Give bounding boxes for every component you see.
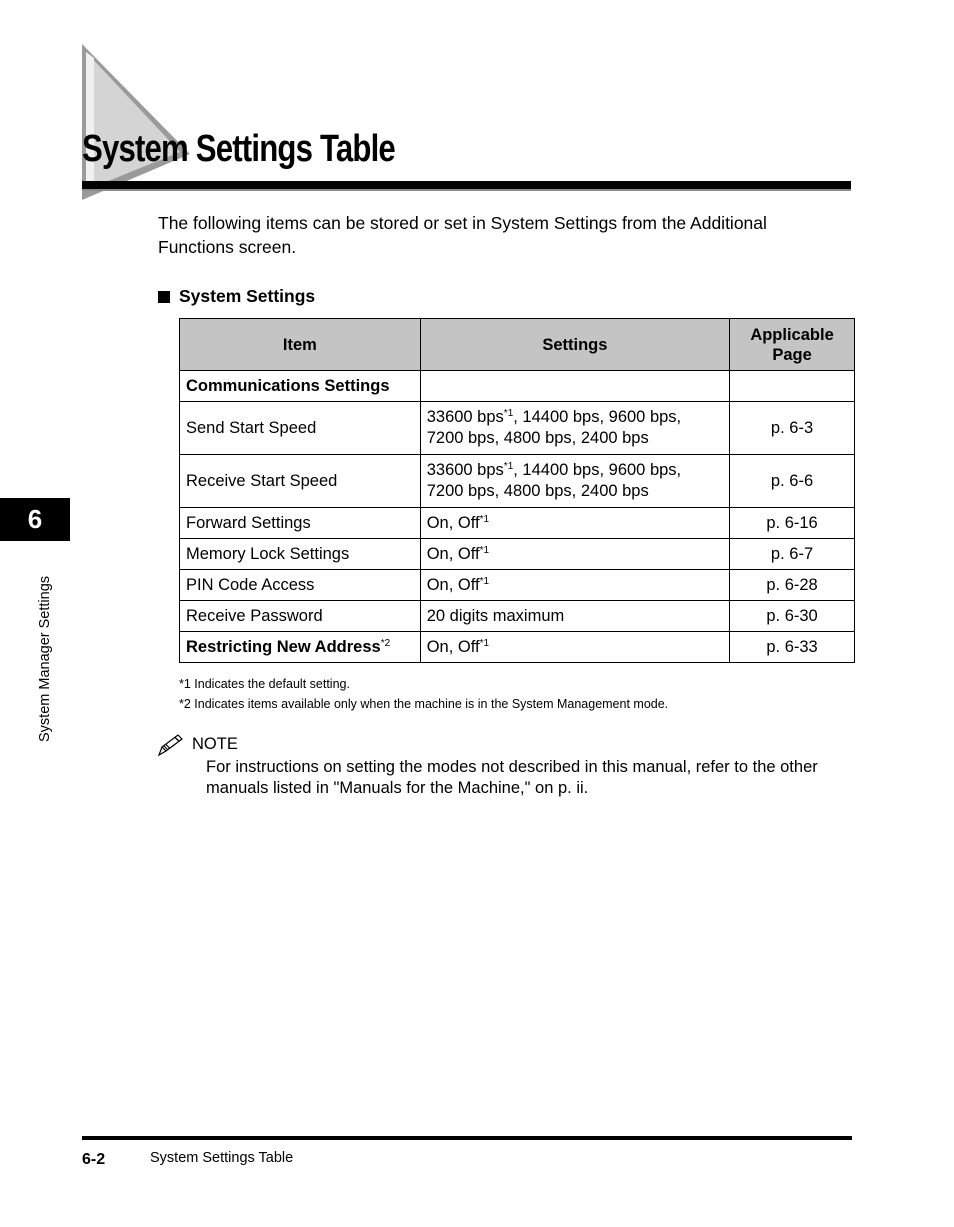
pencil-icon [157,733,185,757]
item-label: Restricting New Address [186,637,381,656]
footnote-1: *1 Indicates the default setting. [179,677,350,691]
chapter-tab [0,498,70,541]
settings-table [179,318,855,663]
note-label: NOTE [192,735,238,753]
column-header-page: Applicable Page [730,319,855,371]
footnote-mark: *1 [479,575,490,587]
page-cell: p. 6-33 [730,632,855,663]
page-number: 6-2 [82,1151,106,1168]
settings-value: 33600 bps [426,408,504,426]
settings-cell [420,632,729,663]
table-group-row [180,371,855,402]
table-row [180,539,855,570]
title-rule [82,181,851,189]
item-cell: Memory Lock Settings [180,539,421,570]
table-header-row [180,319,855,371]
item-cell: Forward Settings [180,508,421,539]
item-cell: PIN Code Access [180,570,421,601]
footer-title: System Settings Table [150,1150,294,1166]
table-row [180,632,855,663]
settings-value-cont: , 14400 bps, 9600 bps, [513,408,682,426]
settings-cell [420,570,729,601]
item-cell: Send Start Speed [180,402,421,455]
settings-cell [420,455,729,508]
settings-value-cont: , 14400 bps, 9600 bps, [513,461,682,479]
intro-paragraph: The following items can be stored or set in System Settings from the Additional Functions screen. [158,213,767,257]
page-cell: p. 6-16 [730,508,855,539]
settings-cell [420,539,729,570]
empty-cell [420,371,729,402]
item-cell [180,632,421,663]
table-row [180,455,855,508]
settings-cell [420,402,729,455]
empty-cell [730,371,855,402]
settings-value: On, Off [426,513,480,532]
settings-cell [420,508,729,539]
title-decoration-triangle [82,44,192,200]
settings-value: 20 digits maximum [426,606,565,625]
settings-value: 33600 bps [426,461,504,479]
title-rule-shadow [82,189,851,191]
item-cell: Receive Password [180,601,421,632]
section-heading [158,286,315,307]
section-heading-text: System Settings [179,286,316,306]
square-bullet-icon [158,291,170,303]
footer-rule [82,1136,852,1140]
footnote-mark: *1 [479,513,490,525]
table-row [180,402,855,455]
column-header-settings: Settings [420,319,729,371]
settings-value: On, Off [426,637,480,656]
group-label: Communications Settings [180,371,421,402]
footnote-mark: *1 [503,461,514,472]
footnote-mark: *1 [479,544,490,556]
page-cell: p. 6-3 [730,402,855,455]
item-cell: Receive Start Speed [180,455,421,508]
page-cell: p. 6-6 [730,455,855,508]
page-title: System Settings Table [82,128,395,170]
settings-cell [420,601,729,632]
table-row [180,601,855,632]
footnote-mark: *1 [503,408,514,419]
settings-value-line2: 7200 bps, 4800 bps, 2400 bps [426,429,649,447]
footnote-mark: *2 [380,637,391,649]
table-row [180,570,855,601]
page-cell: p. 6-7 [730,539,855,570]
column-header-item: Item [180,319,421,371]
chapter-side-label: System Manager Settings [37,575,53,742]
footnote-2: *2 Indicates items available only when the machine is in the System Management mode. [179,697,669,711]
note-text: For instructions on setting the modes not described in this manual, refer to the other manuals listed in "Manuals for the Machine," on p. ii. [206,758,818,797]
page-cell: p. 6-28 [730,570,855,601]
settings-value: On, Off [426,544,480,563]
chapter-number: 6 [27,504,43,534]
settings-value-line2: 7200 bps, 4800 bps, 2400 bps [426,482,649,500]
footnote-mark: *1 [479,637,490,649]
settings-value: On, Off [426,575,480,594]
table-row [180,508,855,539]
page-cell: p. 6-30 [730,601,855,632]
